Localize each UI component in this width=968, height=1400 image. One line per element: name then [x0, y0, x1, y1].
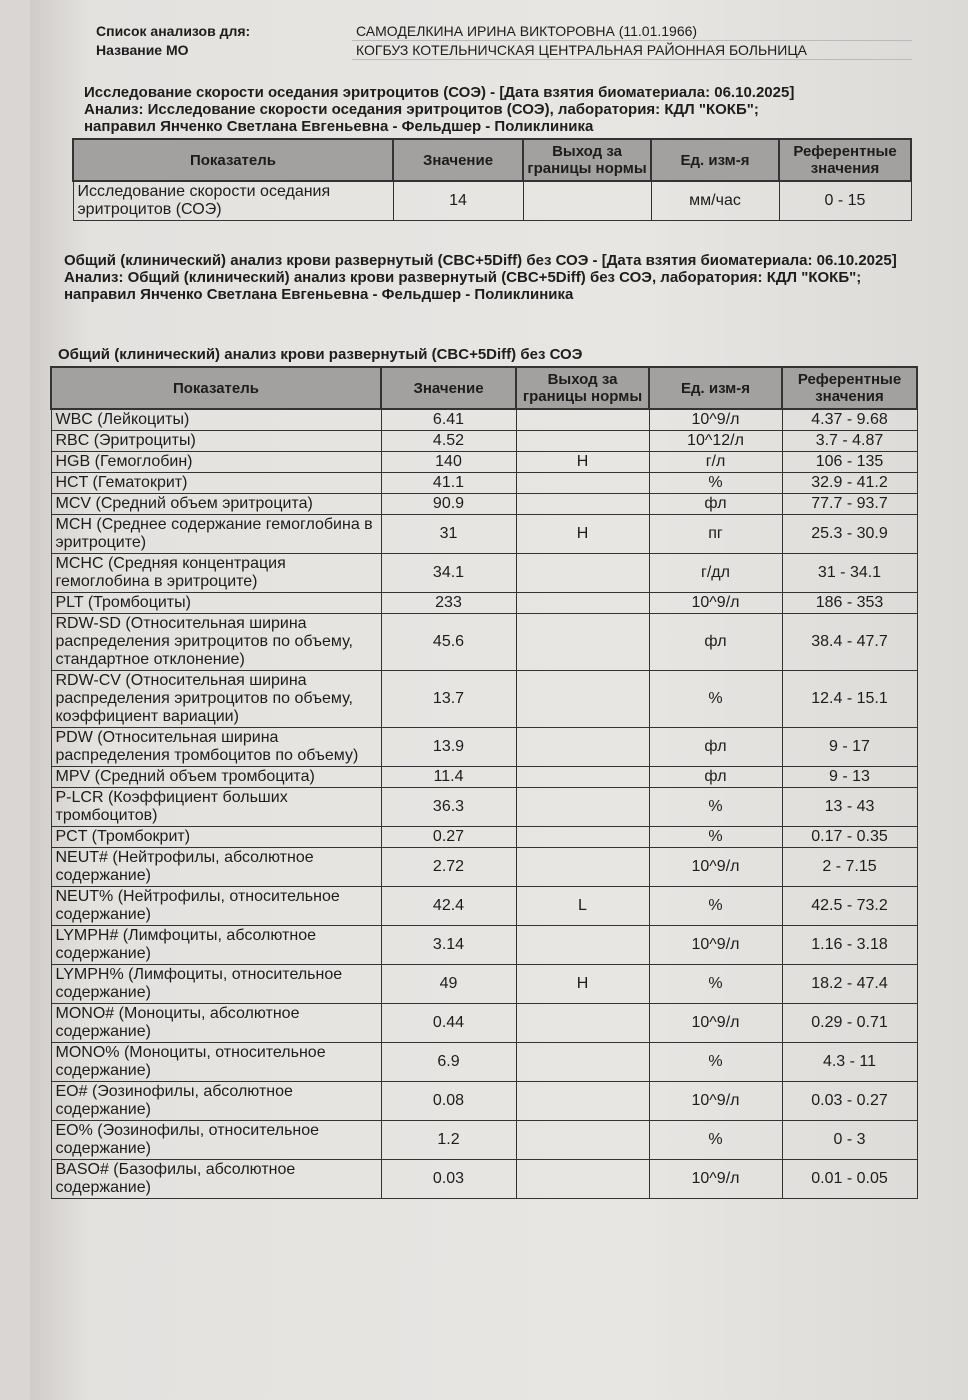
table-row — [51, 671, 917, 728]
cell-flag — [516, 848, 649, 887]
cell-name: PLT (Тромбоциты) — [51, 593, 381, 614]
cell-flag — [516, 1004, 649, 1043]
cell-name: EO# (Эозинофилы, абсолютное содержание) — [51, 1082, 381, 1121]
cell-name: Исследование скорости оседания эритроцитов (СОЭ) — [73, 181, 393, 221]
cell-flag — [516, 494, 649, 515]
table-row — [51, 554, 917, 593]
cell-unit: мм/час — [651, 181, 779, 221]
cbc-table — [50, 366, 918, 1199]
cell-name: HCT (Гематокрит) — [51, 473, 381, 494]
table-row — [73, 181, 911, 221]
cell-flag — [516, 614, 649, 671]
table-row — [51, 767, 917, 788]
col-reference-header: Референтные значения — [779, 139, 911, 181]
cell-unit: фл — [649, 614, 782, 671]
cell-ref: 106 - 135 — [782, 452, 917, 473]
cell-name: HGB (Гемоглобин) — [51, 452, 381, 473]
cell-unit: г/л — [649, 452, 782, 473]
cell-flag — [516, 788, 649, 827]
cell-unit: % — [649, 965, 782, 1004]
cell-name: EO% (Эозинофилы, относительное содержание) — [51, 1121, 381, 1160]
cell-unit: 10^12/л — [649, 431, 782, 452]
cell-value: 36.3 — [381, 788, 516, 827]
table-row — [51, 515, 917, 554]
mo-name: КОГБУЗ КОТЕЛЬНИЧСКАЯ ЦЕНТРАЛЬНАЯ РАЙОННАЯ БОЛЬНИЦА — [352, 41, 912, 60]
cell-value: 0.44 — [381, 1004, 516, 1043]
cell-flag — [516, 827, 649, 848]
esr-table — [72, 138, 912, 221]
cell-name: LYMPH% (Лимфоциты, относительное содержание) — [51, 965, 381, 1004]
cell-unit: 10^9/л — [649, 593, 782, 614]
cell-ref: 4.37 - 9.68 — [782, 409, 917, 431]
cell-value: 4.52 — [381, 431, 516, 452]
cell-flag — [516, 431, 649, 452]
cell-name: MPV (Средний объем тромбоцита) — [51, 767, 381, 788]
cell-name: MCHC (Средняя концентрация гемоглобина в эритроците) — [51, 554, 381, 593]
cbc-table-title: Общий (клинический) анализ крови развернутый (CBC+5Diff) без СОЭ — [58, 346, 583, 363]
cell-name: PCT (Тромбокрит) — [51, 827, 381, 848]
patient-info — [92, 22, 912, 60]
cell-ref: 12.4 - 15.1 — [782, 671, 917, 728]
table-row — [51, 614, 917, 671]
table-row — [51, 965, 917, 1004]
cell-unit: фл — [649, 767, 782, 788]
cell-flag — [516, 1082, 649, 1121]
cell-name: BASO# (Базофилы, абсолютное содержание) — [51, 1160, 381, 1199]
col-parameter-header: Показатель — [51, 367, 381, 409]
cell-value: 2.72 — [381, 848, 516, 887]
cell-flag: L — [516, 887, 649, 926]
cell-name: RDW-SD (Относительная ширина распределения эритроцитов по объему, стандартное отклонение) — [51, 614, 381, 671]
col-value-header: Значение — [393, 139, 523, 181]
cell-unit: 10^9/л — [649, 1160, 782, 1199]
cell-flag — [516, 554, 649, 593]
cell-flag: H — [516, 452, 649, 473]
cell-ref: 32.9 - 41.2 — [782, 473, 917, 494]
cell-ref: 0 - 15 — [779, 181, 911, 221]
cell-flag — [516, 1121, 649, 1160]
cell-ref: 0 - 3 — [782, 1121, 917, 1160]
table-row — [51, 848, 917, 887]
cell-flag — [516, 728, 649, 767]
cell-unit: 10^9/л — [649, 1004, 782, 1043]
cell-flag: H — [516, 515, 649, 554]
cell-ref: 42.5 - 73.2 — [782, 887, 917, 926]
cell-name: WBC (Лейкоциты) — [51, 409, 381, 431]
table-row — [51, 409, 917, 431]
cell-value: 13.7 — [381, 671, 516, 728]
cell-value: 13.9 — [381, 728, 516, 767]
cell-unit: пг — [649, 515, 782, 554]
cell-flag — [516, 1160, 649, 1199]
cell-ref: 1.16 - 3.18 — [782, 926, 917, 965]
cell-flag — [516, 473, 649, 494]
cell-unit: фл — [649, 728, 782, 767]
cell-value: 45.6 — [381, 614, 516, 671]
cell-flag — [516, 409, 649, 431]
table-row — [51, 1160, 917, 1199]
esr-heading-line-2: Анализ: Исследование скорости оседания эритроцитов (СОЭ), лаборатория: КДЛ "КОКБ"; — [84, 101, 759, 118]
table-row — [51, 593, 917, 614]
cell-value: 49 — [381, 965, 516, 1004]
cell-ref: 9 - 17 — [782, 728, 917, 767]
cell-flag: H — [516, 965, 649, 1004]
esr-heading-line-1: Исследование скорости оседания эритроцитов (СОЭ) - [Дата взятия биоматериала: 06.10.2025] — [84, 84, 795, 101]
cell-ref: 0.01 - 0.05 — [782, 1160, 917, 1199]
cbc-heading: Общий (клинический) анализ крови развернутый (CBC+5Diff) без СОЭ - [Дата взятия биоматериала: 06.10.2025] Анализ: Общий (клинический) анализ крови развернутый (CBC+5Diff) без СОЭ, лаборатория: КДЛ "КОКБ"; направил Янченко Светлана Евгеньевна - Фельдшер - Поликлиника — [64, 252, 897, 303]
cell-value: 11.4 — [381, 767, 516, 788]
table-row — [51, 827, 917, 848]
cell-name: RBC (Эритроциты) — [51, 431, 381, 452]
cell-name: P-LCR (Коэффициент больших тромбоцитов) — [51, 788, 381, 827]
cell-unit: 10^9/л — [649, 409, 782, 431]
cell-ref: 186 - 353 — [782, 593, 917, 614]
cell-ref: 0.29 - 0.71 — [782, 1004, 917, 1043]
cell-value: 0.08 — [381, 1082, 516, 1121]
cell-value: 1.2 — [381, 1121, 516, 1160]
cell-unit: % — [649, 788, 782, 827]
cell-unit: % — [649, 1121, 782, 1160]
cell-flag — [516, 593, 649, 614]
cell-flag — [516, 767, 649, 788]
table-row — [51, 788, 917, 827]
cell-ref: 0.03 - 0.27 — [782, 1082, 917, 1121]
col-reference-header: Референтные значения — [782, 367, 917, 409]
cell-ref: 18.2 - 47.4 — [782, 965, 917, 1004]
cell-name: MONO# (Моноциты, абсолютное содержание) — [51, 1004, 381, 1043]
cell-name: MCH (Среднее содержание гемоглобина в эритроците) — [51, 515, 381, 554]
table-row — [51, 887, 917, 926]
cell-value: 6.41 — [381, 409, 516, 431]
cell-flag — [523, 181, 651, 221]
cell-value: 0.03 — [381, 1160, 516, 1199]
cell-value: 0.27 — [381, 827, 516, 848]
table-row — [51, 431, 917, 452]
cell-ref: 38.4 - 47.7 — [782, 614, 917, 671]
cell-ref: 31 - 34.1 — [782, 554, 917, 593]
table-row — [51, 1121, 917, 1160]
table-row — [51, 728, 917, 767]
cell-unit: % — [649, 473, 782, 494]
cell-value: 233 — [381, 593, 516, 614]
table-row — [51, 926, 917, 965]
cell-name: RDW-CV (Относительная ширина распределения эритроцитов по объему, коэффициент вариации) — [51, 671, 381, 728]
cell-ref: 2 - 7.15 — [782, 848, 917, 887]
esr-heading — [84, 84, 904, 135]
cell-unit: г/дл — [649, 554, 782, 593]
col-unit-header: Ед. изм-я — [649, 367, 782, 409]
cell-unit: 10^9/л — [649, 848, 782, 887]
cell-ref: 25.3 - 30.9 — [782, 515, 917, 554]
cell-unit: % — [649, 1043, 782, 1082]
cell-value: 140 — [381, 452, 516, 473]
cell-value: 6.9 — [381, 1043, 516, 1082]
mo-label: Название МО — [96, 41, 189, 58]
cell-unit: 10^9/л — [649, 1082, 782, 1121]
esr-heading-line-3: направил Янченко Светлана Евгеньевна - Фельдшер - Поликлиника — [84, 118, 594, 135]
cell-unit: фл — [649, 494, 782, 515]
cell-ref: 9 - 13 — [782, 767, 917, 788]
table-row — [51, 1082, 917, 1121]
cell-ref: 0.17 - 0.35 — [782, 827, 917, 848]
cell-unit: % — [649, 671, 782, 728]
cell-value: 90.9 — [381, 494, 516, 515]
cell-name: LYMPH# (Лимфоциты, абсолютное содержание) — [51, 926, 381, 965]
table-row — [51, 1043, 917, 1082]
cell-unit: % — [649, 827, 782, 848]
cell-value: 42.4 — [381, 887, 516, 926]
table-row — [51, 1004, 917, 1043]
cell-ref: 77.7 - 93.7 — [782, 494, 917, 515]
cell-ref: 3.7 - 4.87 — [782, 431, 917, 452]
cell-name: MCV (Средний объем эритроцита) — [51, 494, 381, 515]
col-parameter-header: Показатель — [73, 139, 393, 181]
col-unit-header: Ед. изм-я — [651, 139, 779, 181]
cell-value: 34.1 — [381, 554, 516, 593]
cell-ref: 4.3 - 11 — [782, 1043, 917, 1082]
cell-name: MONO% (Моноциты, относительное содержание) — [51, 1043, 381, 1082]
cell-unit: % — [649, 887, 782, 926]
cell-flag — [516, 671, 649, 728]
cell-value: 41.1 — [381, 473, 516, 494]
patient-name: САМОДЕЛКИНА ИРИНА ВИКТОРОВНА (11.01.1966) — [352, 22, 912, 41]
cell-unit: 10^9/л — [649, 926, 782, 965]
col-value-header: Значение — [381, 367, 516, 409]
cell-value: 31 — [381, 515, 516, 554]
col-out-of-range-header: Выход за границы нормы — [516, 367, 649, 409]
cell-name: NEUT% (Нейтрофилы, относительное содержание) — [51, 887, 381, 926]
col-out-of-range-header: Выход за границы нормы — [523, 139, 651, 181]
list-label: Список анализов для: — [96, 23, 251, 39]
cell-flag — [516, 1043, 649, 1082]
cell-ref: 13 - 43 — [782, 788, 917, 827]
cell-value: 14 — [393, 181, 523, 221]
cell-value: 3.14 — [381, 926, 516, 965]
table-row — [51, 494, 917, 515]
table-row — [51, 473, 917, 494]
table-row — [51, 452, 917, 473]
cell-name: PDW (Относительная ширина распределения тромбоцитов по объему) — [51, 728, 381, 767]
cell-flag — [516, 926, 649, 965]
cell-name: NEUT# (Нейтрофилы, абсолютное содержание) — [51, 848, 381, 887]
